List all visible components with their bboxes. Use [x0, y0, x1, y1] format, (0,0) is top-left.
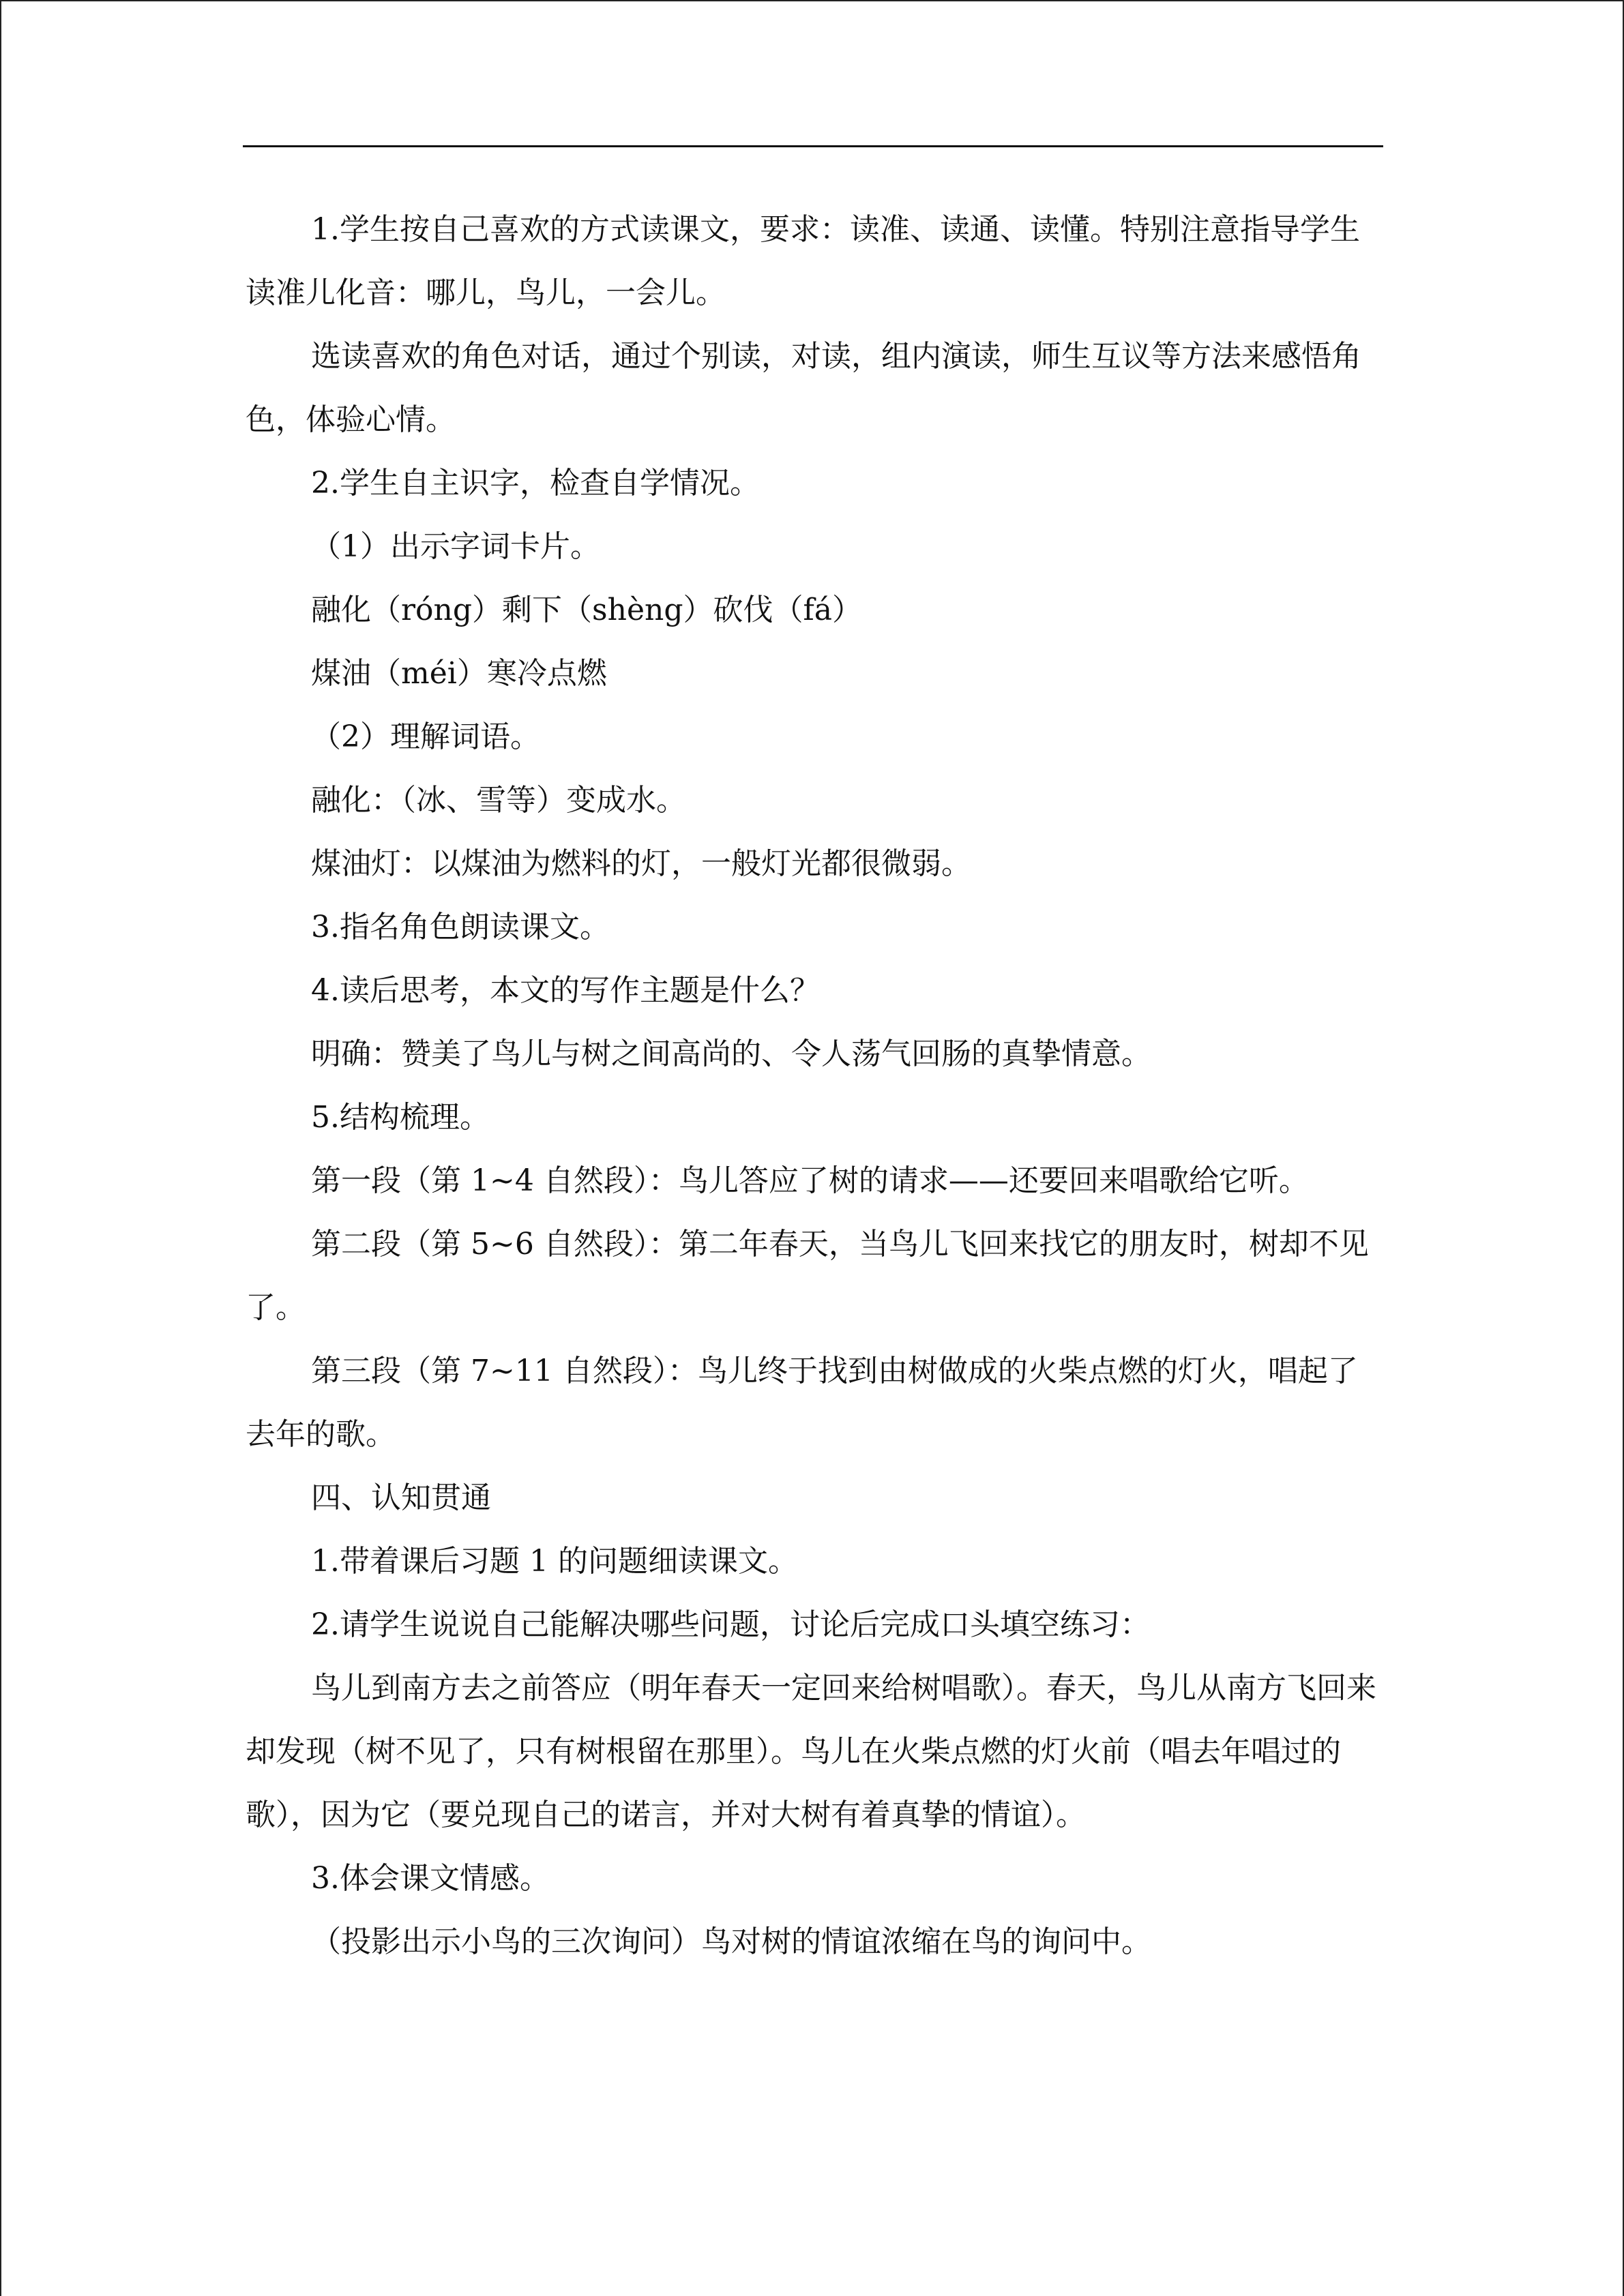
paragraph: 鸟儿到南方去之前答应（明年春天一定回来给树唱歌）。春天，鸟儿从南方飞回来却发现（树不见了，只有树根留在那里）。鸟儿在火柴点燃的灯火前（唱去年唱过的歌），因为它（要兑现自己的诺言，并对大树有着真挚的情谊）。 — [246, 1671, 1376, 1832]
paragraph: 煤油灯：以煤油为燃料的灯，一般灯光都很微弱。 — [311, 846, 971, 881]
paragraph: 5.结构梳理。 — [311, 1100, 490, 1135]
paragraph: （1）出示字词卡片。 — [311, 529, 600, 564]
paragraph: 融化：（冰、雪等）变成水。 — [311, 783, 686, 818]
paragraph: 3.指名角色朗读课文。 — [311, 910, 610, 944]
paragraph: 2.学生自主识字，检查自学情况。 — [311, 466, 760, 501]
paragraph: 融化（róng）剩下（shèng）砍伐（fá） — [311, 593, 863, 627]
paragraph: 第一段（第 1~4 自然段）：鸟儿答应了树的请求——还要回来唱歌给它听。 — [311, 1163, 1309, 1198]
paragraph: 第三段（第 7~11 自然段）：鸟儿终于找到由树做成的火柴点燃的灯火，唱起了去年的歌。 — [246, 1354, 1358, 1452]
paragraph: 明确：赞美了鸟儿与树之间高尚的、令人荡气回肠的真挚情意。 — [311, 1037, 1151, 1071]
paragraph: 2.请学生说说自己能解决哪些问题，讨论后完成口头填空练习： — [311, 1607, 1150, 1642]
paragraph: 选读喜欢的角色对话，通过个别读，对读，组内演读，师生互议等方法来感悟角色，体验心情。 — [246, 339, 1361, 437]
paragraph: 1.学生按自己喜欢的方式读课文，要求：读准、读通、读懂。特别注意指导学生读准儿化音：哪儿，鸟儿，一会儿。 — [246, 212, 1360, 310]
paragraph: （2）理解词语。 — [311, 719, 540, 754]
paragraph: 煤油（méi）寒冷点燃 — [311, 656, 607, 691]
header-rule — [243, 145, 1383, 147]
paragraph: （投影出示小鸟的三次询问）鸟对树的情谊浓缩在鸟的询问中。 — [311, 1924, 1151, 1959]
paragraph: 3.体会课文情感。 — [311, 1861, 550, 1896]
paragraph: 1.带着课后习题 1 的问题细读课文。 — [311, 1544, 798, 1579]
section-heading: 四、认知贯通 — [311, 1480, 491, 1515]
paragraph: 4.读后思考，本文的写作主题是什么？ — [311, 973, 820, 1008]
document-body — [246, 198, 1378, 1973]
paragraph: 第二段（第 5~6 自然段）：第二年春天，当鸟儿飞回来找它的朋友时，树却不见了。 — [246, 1227, 1369, 1325]
